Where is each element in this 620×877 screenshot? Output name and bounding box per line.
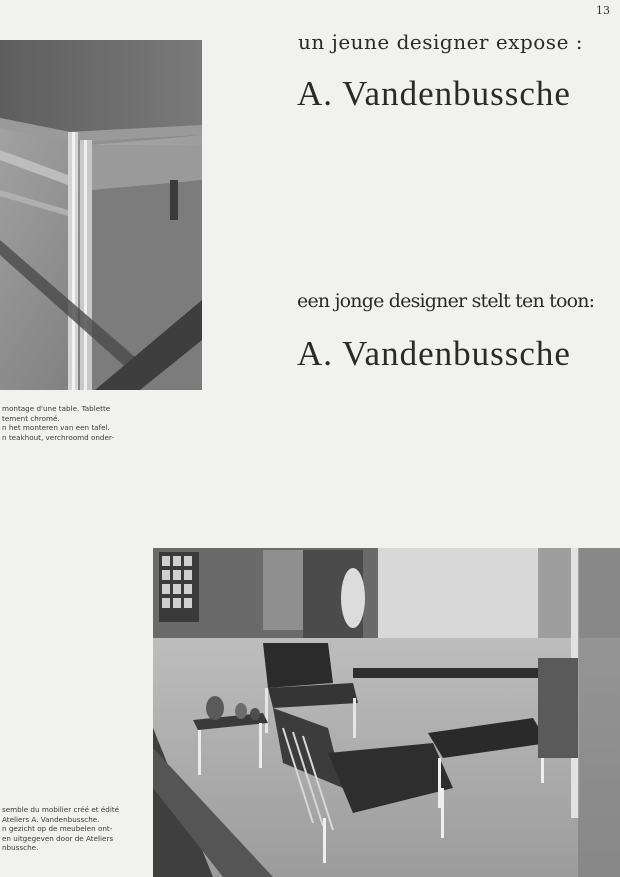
caption-bottom [0, 805, 160, 853]
caption-line: Ateliers A. Vandenbussche. [2, 814, 100, 824]
table-assembly-photo [0, 40, 202, 390]
caption-line: n het monteren van een tafel. [2, 423, 110, 433]
headline-dutch: een jonge designer stelt ten toon: [297, 290, 595, 312]
caption-line: tement chromé. [2, 413, 60, 423]
caption-top [0, 404, 160, 442]
caption-line: n gezicht op de meubelen ont- [2, 824, 113, 834]
designer-name-french: A. Vandenbussche [297, 74, 571, 113]
caption-line: en uitgegeven door de Ateliers [2, 833, 114, 843]
caption-line: semble du mobilier créé et édité [2, 805, 120, 814]
furniture-showroom-photo [153, 548, 620, 877]
caption-line: nbussche. [2, 843, 39, 853]
headline-french: un jeune designer expose : [298, 30, 584, 54]
caption-line: montage d'une table. Tablette [2, 404, 111, 413]
page-number: 13 [596, 4, 610, 17]
caption-line: n teakhout, verchroomd onder- [2, 432, 114, 442]
designer-name-dutch: A. Vandenbussche [297, 334, 571, 373]
